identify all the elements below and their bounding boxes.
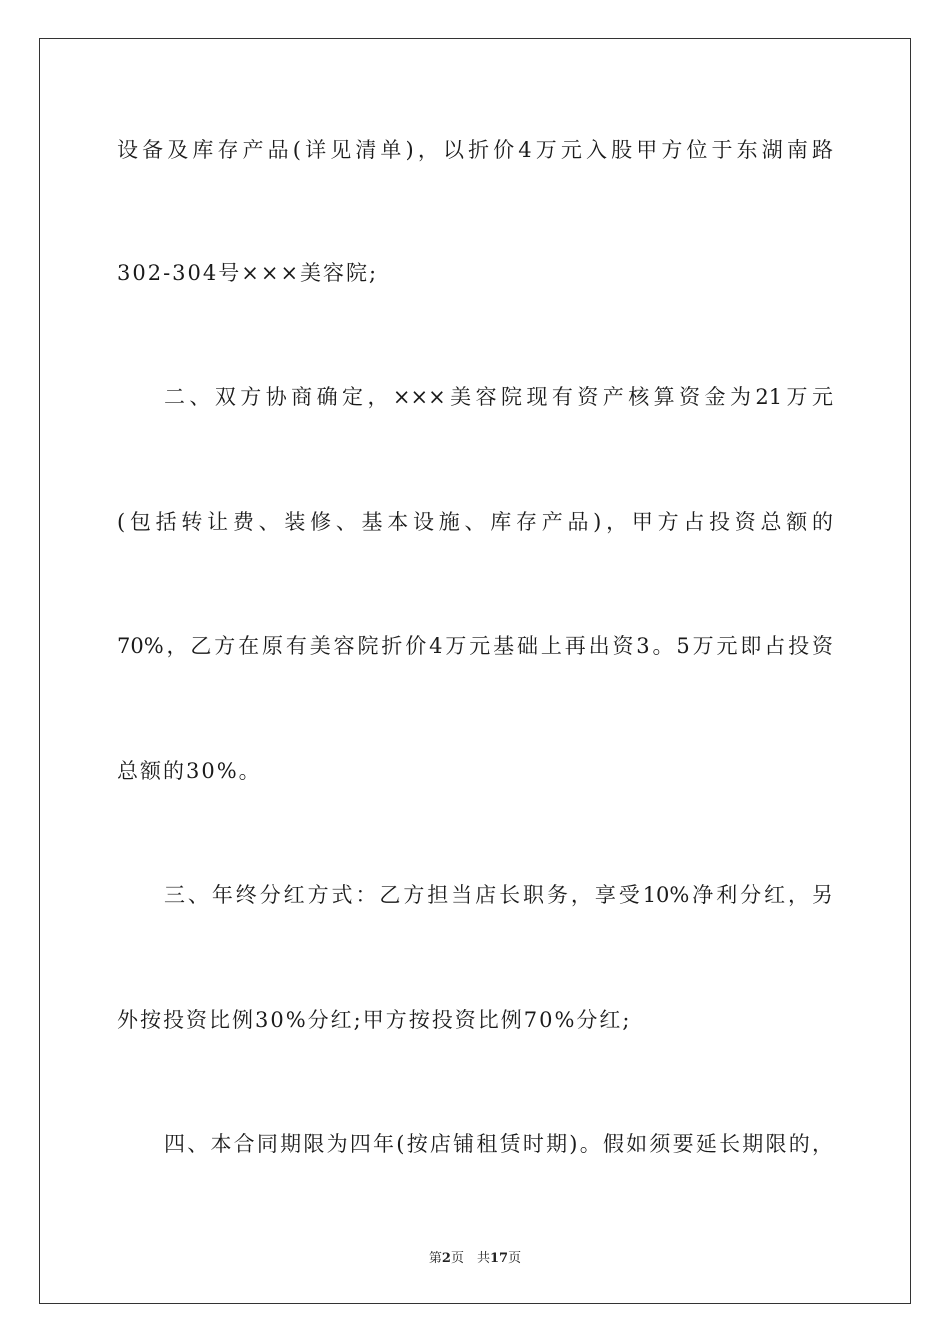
text-line-7: 三、年终分红方式：乙方担当店长职务，享受10%净利分红，另 (164, 883, 833, 907)
text-line-5: 70%，乙方在原有美容院折价4万元基础上再出资3。5万元即占投资 (117, 634, 833, 658)
footer-current-page: 2 (441, 1251, 451, 1266)
footer-prefix: 第 (428, 1251, 442, 1266)
text-line-8: 外按投资比例30%分红;甲方按投资比例70%分红; (117, 1008, 632, 1032)
text-line-1: 设备及库存产品(详见清单)，以折价4万元入股甲方位于东湖南路 (117, 138, 833, 162)
footer-total-pages: 17 (489, 1251, 509, 1266)
text-line-3: 二、双方协商确定，×××美容院现有资产核算资金为21万元 (164, 385, 833, 409)
text-line-6: 总额的30%。 (117, 759, 262, 783)
text-line-4: (包括转让费、装修、基本设施、库存产品)，甲方占投资总额的 (117, 510, 833, 534)
text-line-2: 302-304号×××美容院; (117, 261, 379, 285)
footer-mid: 页 共 (450, 1251, 490, 1266)
page-border (39, 38, 911, 1304)
footer-suffix: 页 (508, 1251, 522, 1266)
page-footer (0, 1247, 950, 1266)
text-line-9: 四、本合同期限为四年(按店铺租赁时期)。假如须要延长期限的， (164, 1132, 833, 1156)
